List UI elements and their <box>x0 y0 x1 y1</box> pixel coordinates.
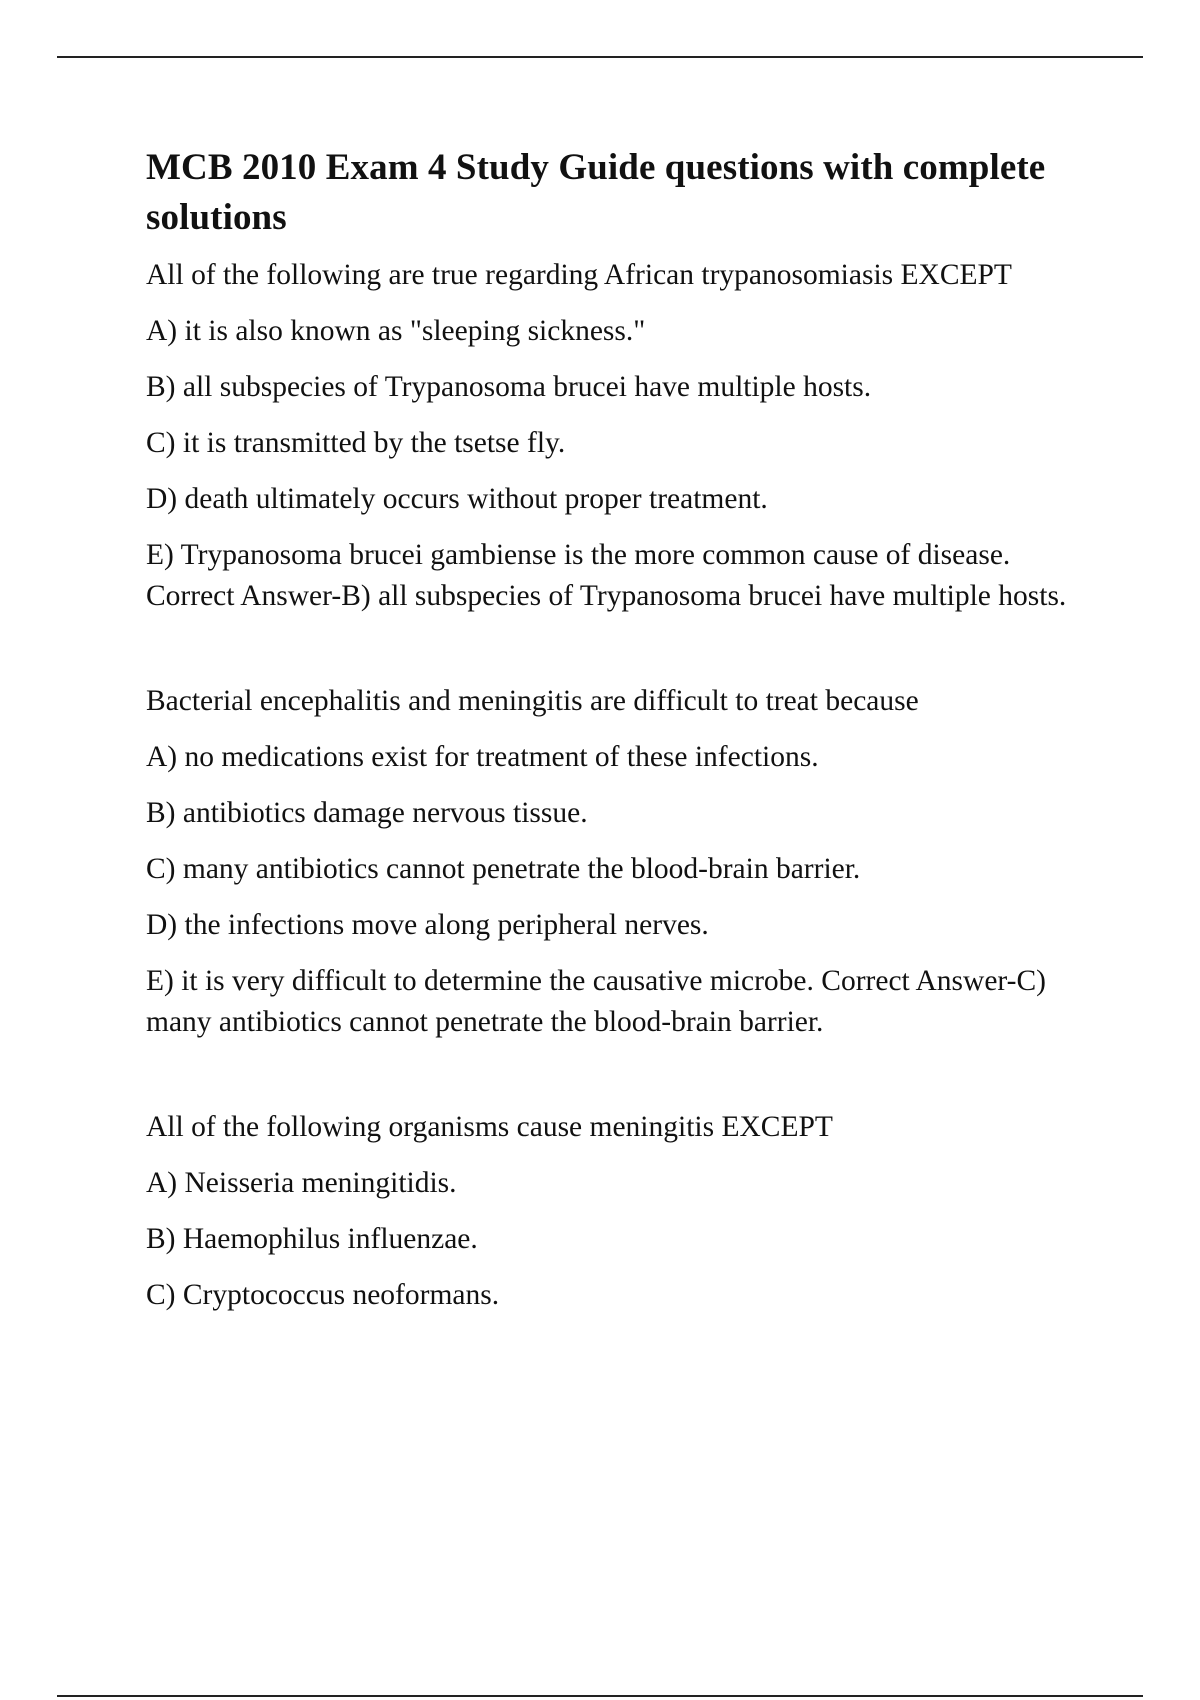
answer-option: B) all subspecies of Trypanosoma brucei have multiple hosts. <box>146 371 872 403</box>
answer-option: A) it is also known as "sleeping sickness." <box>146 315 646 347</box>
question-stem: Bacterial encephalitis and meningitis are difficult to treat because <box>146 685 919 717</box>
page-content <box>146 143 1086 1331</box>
answer-option: C) it is transmitted by the tsetse fly. <box>146 427 566 459</box>
question-block-3 <box>146 1107 1086 1316</box>
answer-option: A) Neisseria meningitidis. <box>146 1167 457 1199</box>
answer-option-with-correct-answer: E) Trypanosoma brucei gambiense is the more common cause of disease. Correct Answer-B) all subspecies of Trypanosoma brucei have multiple hosts. <box>146 539 1067 612</box>
answer-option: B) Haemophilus influenzae. <box>146 1223 478 1255</box>
answer-option: B) antibiotics damage nervous tissue. <box>146 797 588 829</box>
footer-rule <box>57 1695 1143 1697</box>
answer-option: D) the infections move along peripheral nerves. <box>146 909 709 941</box>
header-rule <box>57 56 1143 58</box>
question-stem: All of the following are true regarding African trypanosomiasis EXCEPT <box>146 259 1012 291</box>
answer-option: D) death ultimately occurs without proper treatment. <box>146 483 768 515</box>
answer-option-with-correct-answer: E) it is very difficult to determine the causative microbe. Correct Answer-C) many antibiotics cannot penetrate the blood-brain barrier. <box>146 965 1046 1038</box>
answer-option: C) many antibiotics cannot penetrate the blood-brain barrier. <box>146 853 861 885</box>
answer-option: C) Cryptococcus neoformans. <box>146 1279 500 1311</box>
question-block-2 <box>146 681 1086 1043</box>
document-title: MCB 2010 Exam 4 Study Guide questions with complete solutions <box>146 147 1046 238</box>
question-stem: All of the following organisms cause meningitis EXCEPT <box>146 1111 833 1143</box>
answer-option: A) no medications exist for treatment of these infections. <box>146 741 819 773</box>
question-block-1 <box>146 255 1086 617</box>
